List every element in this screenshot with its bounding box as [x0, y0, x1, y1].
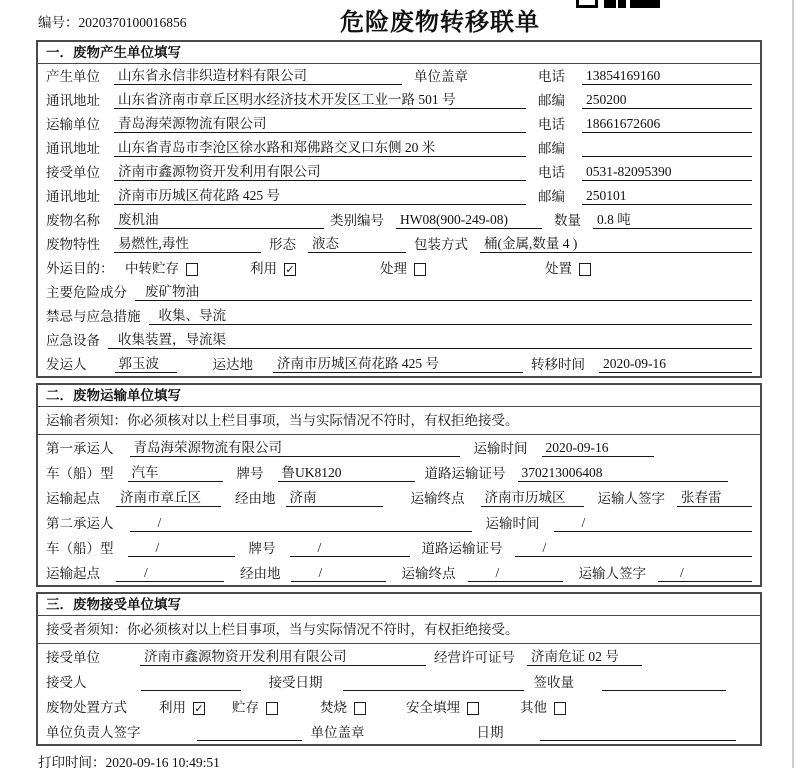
- field-label: 运输起点: [46, 491, 100, 506]
- row-receiving-unit: [38, 644, 760, 669]
- option-label: 处置: [545, 261, 572, 276]
- field-label: 运输终点: [410, 491, 465, 506]
- field-label: 废物特性: [46, 237, 100, 252]
- origin-value: 济南市章丘区: [116, 486, 221, 507]
- field-label: 发运人: [46, 357, 87, 372]
- phone-value: 13854169160: [582, 68, 752, 85]
- checkbox-dispose: [579, 263, 591, 276]
- carrier-signature-value: 张春雷: [677, 486, 752, 507]
- receiving-unit-value: 济南市鑫源物资开发利用有限公司: [140, 645, 426, 666]
- road-permit-value: /: [515, 540, 753, 557]
- row-waste-name: [38, 208, 760, 232]
- row-transfer-purpose: [38, 256, 760, 280]
- field-label: 电话: [538, 69, 565, 84]
- print-time-value: 2020-09-16 10:49:51: [105, 755, 220, 768]
- emergency-equipment-value: 收集装置，导流渠: [108, 328, 752, 349]
- document-number-label: 编号：: [38, 15, 79, 30]
- row-vehicle-2: [38, 535, 760, 560]
- print-time-label: 打印时间：: [38, 755, 106, 768]
- date-value: [540, 724, 737, 741]
- field-label: 电话: [538, 165, 565, 180]
- option-label: 利用: [159, 700, 186, 715]
- checkbox-transfer-storage: [186, 263, 198, 276]
- field-label: 经营许可证号: [434, 650, 515, 665]
- main-hazard-value: 废矿物油: [135, 280, 752, 301]
- row-first-carrier: [38, 435, 760, 460]
- quantity-value: 0.8 吨: [593, 208, 752, 229]
- row-recipient: [38, 669, 760, 694]
- receive-date-value: [343, 674, 524, 691]
- transport-date-value: /: [554, 515, 753, 532]
- postcode-value: [582, 140, 752, 157]
- via-value: /: [291, 565, 386, 582]
- row-route-2: [38, 560, 760, 585]
- document-number-value: 2020370100016856: [78, 15, 187, 30]
- option-label: 其他: [520, 700, 547, 715]
- page-edge-line: [792, 0, 794, 768]
- field-label: 接受单位: [46, 650, 100, 665]
- field-label: 废物名称: [46, 213, 100, 228]
- row-transport-unit: [38, 112, 760, 136]
- carrier-signature-value: /: [658, 565, 752, 582]
- contraindication-value: 收集、导流: [149, 304, 753, 325]
- document-number: [38, 11, 187, 31]
- address-value: 山东省济南市章丘区明水经济技术开发区工业一路 501 号: [114, 88, 526, 109]
- origin-value: /: [116, 565, 224, 582]
- option-dispose: [545, 257, 591, 277]
- waste-code-value: HW08(900-249-08): [396, 212, 542, 229]
- section-title: 二．废物运输单位填写: [38, 385, 760, 407]
- receiver-unit-value: 济南市鑫源物资开发利用有限公司: [114, 160, 526, 181]
- field-label: 邮编: [538, 141, 565, 156]
- terminus-value: 济南市历城区: [481, 486, 584, 507]
- field-label: 牌号: [248, 541, 276, 556]
- field-label: 签收量: [533, 675, 574, 690]
- field-label: 经由地: [240, 566, 281, 581]
- field-label: 运输时间: [485, 516, 540, 531]
- field-label: 牌号: [236, 466, 264, 481]
- row-contraindications: [38, 304, 760, 328]
- print-time: [38, 751, 762, 768]
- field-label: 接受单位: [46, 165, 100, 180]
- plate-number-value: 鲁UK8120: [278, 461, 415, 482]
- field-label: 转移时间: [531, 357, 585, 372]
- transport-date-value: 2020-09-16: [542, 440, 654, 457]
- destination-value: 济南市历城区荷花路 425 号: [273, 352, 523, 373]
- field-label: 类别编号: [330, 213, 384, 228]
- field-label: 产生单位: [46, 69, 100, 84]
- field-label: 道路运输证号: [421, 541, 503, 556]
- field-label: 运输起点: [46, 566, 100, 581]
- section-title: 三．废物接受单位填写: [38, 594, 760, 616]
- field-label: 运输人签字: [578, 566, 646, 581]
- qr-block-icon: [630, 0, 660, 8]
- field-label: 禁忌与应急措施: [46, 309, 141, 324]
- field-label: 第一承运人: [46, 441, 114, 456]
- row-vehicle-1: [38, 460, 760, 485]
- row-disposal-method: [38, 694, 760, 719]
- field-label: 经由地: [235, 491, 276, 506]
- option-incinerate: [320, 696, 406, 716]
- consignor-value: 郭玉波: [115, 352, 177, 373]
- signed-quantity-value: [602, 674, 726, 691]
- row-waste-properties: [38, 232, 760, 256]
- option-label: 焚烧: [320, 700, 347, 715]
- field-label: 外运目的：: [46, 261, 114, 276]
- field-label: 运输时间: [473, 441, 528, 456]
- option-utilize: [159, 696, 232, 716]
- option-label: 利用: [250, 261, 277, 276]
- postcode-value: 250200: [582, 92, 752, 109]
- waste-form-value: 液态: [308, 232, 406, 253]
- row-generator-address: [38, 88, 760, 112]
- vehicle-type-value: /: [128, 540, 235, 557]
- field-label: 通讯地址: [46, 141, 100, 156]
- row-main-hazard: [38, 280, 760, 304]
- option-label: 中转贮存: [125, 261, 179, 276]
- checkbox-store: [266, 702, 278, 715]
- receiver-notice: 接受者须知：你必须核对以上栏目事项，当与实际情况不符时，有权拒绝接受。: [38, 616, 760, 644]
- field-label: 应急设备: [46, 333, 100, 348]
- page-title: 危险废物转移联单: [340, 9, 540, 36]
- address-value: 山东省青岛市李沧区徐水路和郑佛路交叉口东侧 20 米: [114, 136, 526, 157]
- phone-value: 18661672606: [582, 116, 752, 133]
- postcode-value: 250101: [582, 188, 752, 205]
- field-label: 接受人: [46, 675, 87, 690]
- section-waste-generator: [36, 40, 762, 378]
- via-value: 济南: [286, 486, 383, 507]
- field-label: 运输单位: [46, 117, 100, 132]
- road-permit-value: 370213006408: [518, 465, 728, 482]
- terminus-value: /: [468, 565, 563, 582]
- field-label: 道路运输证号: [424, 466, 506, 481]
- license-number-value: 济南危证 02 号: [527, 645, 642, 666]
- field-label: 单位负责人签字: [46, 725, 141, 740]
- option-store: [232, 696, 320, 716]
- row-second-carrier: [38, 510, 760, 535]
- packaging-value: 桶(金属,数量 4 ): [480, 232, 752, 253]
- row-transport-address: [38, 136, 760, 160]
- qr-block-icon: [618, 0, 626, 8]
- transport-unit-value: 青岛海荣源物流有限公司: [114, 112, 526, 133]
- second-carrier-value: /: [130, 515, 472, 532]
- transfer-date-value: 2020-09-16: [599, 356, 752, 373]
- unit-seal-label: 单位盖章: [414, 69, 468, 84]
- field-label: 废物处置方式: [46, 700, 127, 715]
- section-waste-receiver: [36, 592, 762, 746]
- row-receiver-address: [38, 184, 760, 208]
- row-consignor: [38, 352, 760, 376]
- qr-code-fragment: [576, 0, 660, 8]
- field-label: 通讯地址: [46, 189, 100, 204]
- field-label: 车（船）型: [46, 466, 114, 481]
- transporter-notice: 运输者须知：你必须核对以上栏目事项，当与实际情况不符时，有权拒绝接受。: [38, 407, 760, 435]
- section-title: 一．废物产生单位填写: [38, 42, 760, 64]
- option-label: 贮存: [232, 700, 259, 715]
- checkbox-utilize: ✓: [285, 264, 295, 276]
- field-label: 主要危险成分: [46, 285, 127, 300]
- option-secure-landfill: [406, 696, 520, 716]
- option-label: 安全填埋: [406, 700, 460, 715]
- document-header: [36, 0, 762, 40]
- field-label: 邮编: [538, 189, 565, 204]
- option-other: [520, 696, 566, 716]
- recipient-value: [141, 674, 241, 691]
- row-generator-unit: [38, 64, 760, 88]
- qr-block-icon: [576, 0, 598, 8]
- row-receiver-unit: [38, 160, 760, 184]
- field-label: 第二承运人: [46, 516, 114, 531]
- plate-number-value: /: [290, 540, 410, 557]
- vehicle-type-value: 汽车: [128, 461, 223, 482]
- option-label: 处理: [380, 261, 407, 276]
- section-waste-transporter: [36, 383, 762, 587]
- field-label: 日期: [476, 725, 504, 740]
- field-label: 运达地: [212, 357, 253, 372]
- address-value: 济南市历城区荷花路 425 号: [114, 184, 526, 205]
- field-label: 数量: [554, 213, 581, 228]
- phone-value: 0531-82095390: [582, 164, 752, 181]
- option-utilize: [250, 257, 380, 277]
- checkbox-secure-landfill: [467, 702, 479, 715]
- checkbox-other: [554, 702, 566, 715]
- first-carrier-value: 青岛海荣源物流有限公司: [130, 436, 460, 457]
- field-label: 邮编: [538, 93, 565, 108]
- field-label: 通讯地址: [46, 93, 100, 108]
- field-label: 车（船）型: [46, 541, 114, 556]
- checkbox-treat: [414, 263, 426, 276]
- qr-block-icon: [604, 0, 616, 8]
- checkbox-utilize: ✓: [194, 703, 204, 715]
- row-emergency-equipment: [38, 328, 760, 352]
- waste-property-value: 易燃性,毒性: [114, 232, 261, 253]
- row-route-1: [38, 485, 760, 510]
- responsible-signature-value: [197, 724, 302, 741]
- option-transfer-storage: [125, 257, 250, 277]
- field-label: 包装方式: [414, 237, 468, 252]
- field-label: 电话: [538, 117, 565, 132]
- field-label: 接受日期: [268, 675, 323, 690]
- field-label: 形态: [269, 237, 296, 252]
- checkbox-incinerate: [354, 702, 366, 715]
- unit-seal-label: 单位盖章: [310, 725, 365, 740]
- field-label: 运输人签字: [597, 491, 665, 506]
- generator-unit-value: 山东省永信非织造材料有限公司: [114, 64, 402, 85]
- field-label: 运输终点: [401, 566, 456, 581]
- option-treat: [380, 257, 545, 277]
- row-responsible-signature: [38, 719, 760, 744]
- waste-name-value: 废机油: [114, 208, 324, 229]
